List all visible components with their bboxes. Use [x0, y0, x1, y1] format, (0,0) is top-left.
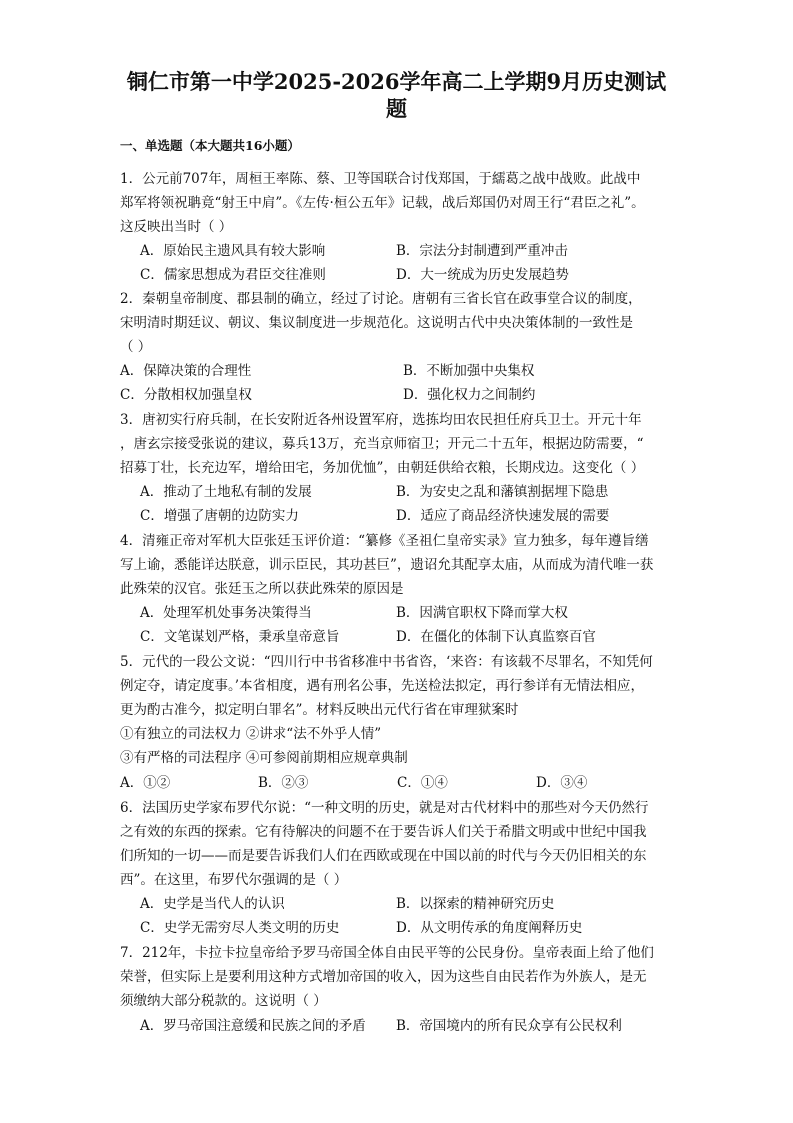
question-1-option-c[interactable]: C．儒家思想成为君臣交往准则	[140, 267, 326, 283]
question-2-option-d[interactable]: D．强化权力之间制约	[403, 387, 536, 403]
question-1-text: 这反映出当时（ ）	[120, 219, 233, 235]
question-3-option-b[interactable]: B．为安史之乱和藩镇割据埋下隐患	[396, 484, 609, 500]
question-2-option-a[interactable]: A．保障决策的合理性	[120, 363, 252, 379]
question-5-text: 例定夺，请定度事。’本省相度，遇有刑名公事，先送检法拟定，再行参详有无情法相应，	[120, 678, 645, 694]
question-5-option-c[interactable]: C．①④	[397, 775, 448, 791]
section-heading: 一、单选题（本大题共16小题）	[120, 138, 300, 153]
question-1-option-b[interactable]: B．宗法分封制遭到严重冲击	[396, 243, 568, 259]
question-2-option-c[interactable]: C．分散相权加强皇权	[120, 387, 252, 403]
question-5-option-d[interactable]: D．③④	[536, 775, 588, 791]
question-7-text: 荣誉，但实际上是要利用这种方式增加帝国的收入，因为这些自由民若作为外族人，是无	[120, 969, 647, 985]
question-4-text: 4．清雍正帝对军机大臣张廷玉评价道：“纂修《圣祖仁皇帝实录》宣力独多，每年遵旨缮	[120, 533, 649, 549]
question-1-text: 郑军将领祝聃竟“射王中肩”。《左传·桓公五年》记载，战后郑国仍对周王行“君臣之礼”。	[120, 195, 645, 211]
question-7-option-b[interactable]: B．帝国境内的所有民众享有公民权利	[396, 1018, 622, 1034]
question-2-text: 宋明清时期廷议、朝议、集议制度进一步规范化。这说明古代中央决策体制的一致性是	[120, 315, 633, 331]
question-3-option-a[interactable]: A．推动了土地私有制的发展	[140, 484, 312, 500]
question-2-text: 2．秦朝皇帝制度、郡县制的确立，经过了讨论。唐朝有三省长官在政事堂合议的制度，	[120, 291, 642, 307]
question-5-option-b[interactable]: B．②③	[258, 775, 309, 791]
question-4-option-c[interactable]: C．文笔谋划严格，秉承皇帝意旨	[140, 629, 340, 645]
question-6-option-b[interactable]: B．以探索的精神研究历史	[396, 896, 555, 912]
question-6-text: 西”。在这里，布罗代尔强调的是（ ）	[120, 872, 348, 888]
page-title-continued: 题	[386, 96, 407, 121]
question-6-text: 们所知的一切——而是要告诉我们人们在西欧或现在中国以前的时代与今天仍旧相关的东	[120, 848, 647, 864]
question-5-text: 5．元代的一段公文说：“四川行中书省移准中书省咨，‘来咨：有该载不尽罪名，不知凭何	[120, 654, 653, 670]
question-3-option-d[interactable]: D．适应了商品经济快速发展的需要	[396, 508, 610, 524]
question-5-statement-list: ③有严格的司法程序 ④可参阅前期相应规章典制	[120, 750, 408, 766]
question-4-text: 此殊荣的汉官。张廷玉之所以获此殊荣的原因是	[120, 581, 404, 597]
question-2-text: （ ）	[120, 339, 152, 355]
question-1-option-a[interactable]: A．原始民主遗风具有较大影响	[140, 243, 326, 259]
question-6-text: 之有效的东西的探索。它有待解决的问题不在于要告诉人们关于希腊文明或中世纪中国我	[120, 824, 647, 840]
question-3-option-c[interactable]: C．增强了唐朝的边防实力	[140, 508, 299, 524]
question-7-text: 7．212年，卡拉卡拉皇帝给予罗马帝国全体自由民平等的公民身份。皇帝表面上给了他们	[120, 945, 654, 961]
question-5-statement-list: ①有独立的司法权力 ②讲求“法不外乎人情”	[120, 726, 382, 742]
question-6-option-d[interactable]: D．从文明传承的角度阐释历史	[396, 920, 583, 936]
question-4-option-d[interactable]: D．在僵化的体制下认真监察百官	[396, 629, 596, 645]
question-2-option-b[interactable]: B．不断加强中央集权	[403, 363, 535, 379]
question-6-option-a[interactable]: A．史学是当代人的认识	[140, 896, 285, 912]
question-4-option-a[interactable]: A．处理军机处事务决策得当	[140, 605, 312, 621]
question-5-text: 更为酌古准今，拟定明白罪名”。材料反映出元代行省在审理狱案时	[120, 702, 519, 718]
question-7-text: 须缴纳大部分税款的。这说明（ ）	[120, 993, 327, 1009]
question-7-option-a[interactable]: A．罗马帝国注意缓和民族之间的矛盾	[140, 1018, 366, 1034]
question-6-text: 6．法国历史学家布罗代尔说：“一种文明的历史，就是对古代材料中的那些对今天仍然行	[120, 800, 649, 816]
question-1-option-d[interactable]: D．大一统成为历史发展趋势	[396, 267, 569, 283]
question-4-text: 写上谕，悉能详达朕意，训示臣民，其功甚巨”，遗诏允其配享太庙，从而成为清代唯一获	[120, 557, 654, 573]
question-5-option-a[interactable]: A．①②	[120, 775, 171, 791]
question-3-text: 招募丁壮，长充边军，增给田宅，务加优恤”，由朝廷供给衣粮，长期戍边。这变化（ ）	[120, 460, 645, 476]
question-3-text: 3．唐初实行府兵制，在长安附近各州设置军府，选拣均田农民担任府兵卫士。开元十年	[120, 412, 642, 428]
question-1-text: 1．公元前707年，周桓王率陈、蔡、卫等国联合讨伐郑国，于繻葛之战中战败。此战中	[120, 171, 641, 187]
question-3-text: ，唐玄宗接受张说的建议，募兵13万，充当京师宿卫；开元二十五年，根据边防需要，“	[120, 436, 644, 452]
question-4-option-b[interactable]: B．因满官职权下降而掌大权	[396, 605, 568, 621]
question-6-option-c[interactable]: C．史学无需穷尽人类文明的历史	[140, 920, 340, 936]
page-title: 铜仁市第一中学2025-2026学年高二上学期9月历史测试	[126, 69, 667, 94]
